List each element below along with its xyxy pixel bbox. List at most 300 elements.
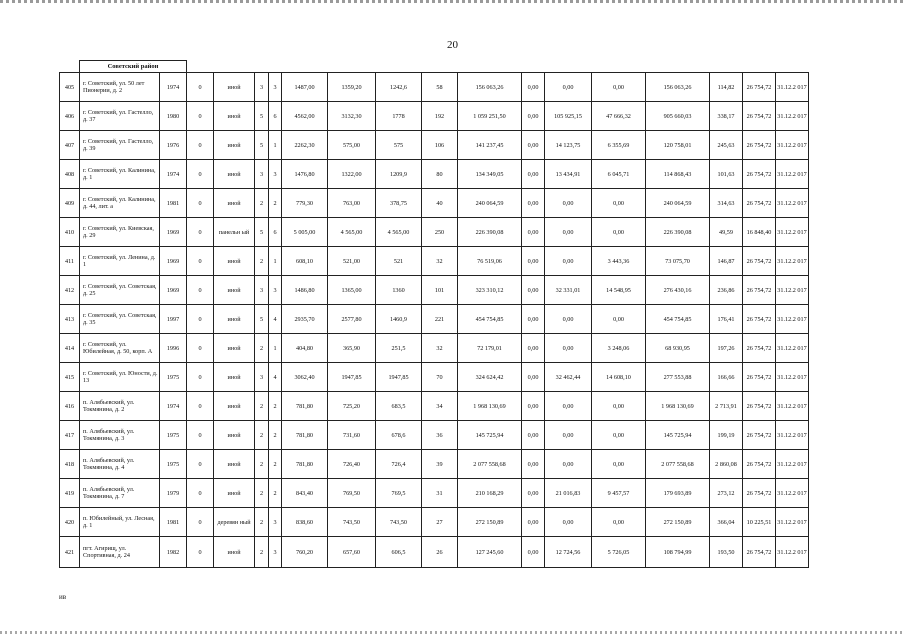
cell-row-number: 411 xyxy=(60,247,80,276)
table-row xyxy=(60,508,809,537)
cell-wall-material: иной xyxy=(214,73,255,102)
table-row xyxy=(60,305,809,334)
cell-cost-federal: 0,00 xyxy=(522,334,545,363)
cell-cost-owners: 145 725,94 xyxy=(646,421,710,450)
cell-premises-area: 521,00 xyxy=(328,247,376,276)
cell-entrances: 2 xyxy=(269,421,282,450)
cell-entrances: 1 xyxy=(269,334,282,363)
cell-build-year: 1981 xyxy=(160,508,187,537)
cell-cost-per-sqm: 273,12 xyxy=(710,479,743,508)
cell-wear-percent: 0 xyxy=(187,218,214,247)
cell-wear-percent: 0 xyxy=(187,102,214,131)
cell-completion-date: 31.12.2 017 xyxy=(776,276,809,305)
cell-total-cost: 454 754,85 xyxy=(458,305,522,334)
cell-premises-area: 763,00 xyxy=(328,189,376,218)
cell-premises-area: 726,40 xyxy=(328,450,376,479)
cell-completion-date: 31.12.2 017 xyxy=(776,450,809,479)
cell-cost-municipal: 47 666,32 xyxy=(592,102,646,131)
cell-cost-per-sqm: 236,86 xyxy=(710,276,743,305)
cell-cost-regional: 0,00 xyxy=(545,508,592,537)
cell-max-cost-per-sqm: 26 754,72 xyxy=(743,334,776,363)
cell-cost-owners: 120 758,01 xyxy=(646,131,710,160)
cell-residents: 36 xyxy=(422,421,458,450)
cell-cost-per-sqm: 197,26 xyxy=(710,334,743,363)
cell-max-cost-per-sqm: 26 754,72 xyxy=(743,305,776,334)
cell-cost-owners: 156 063,26 xyxy=(646,73,710,102)
cell-cost-municipal: 0,00 xyxy=(592,218,646,247)
cell-wall-material: иной xyxy=(214,160,255,189)
cell-max-cost-per-sqm: 26 754,72 xyxy=(743,189,776,218)
table-row xyxy=(60,479,809,508)
cell-premises-area: 4 565,00 xyxy=(328,218,376,247)
cell-wear-percent: 0 xyxy=(187,305,214,334)
cell-row-number: 420 xyxy=(60,508,80,537)
cell-row-number: 421 xyxy=(60,537,80,568)
table-row xyxy=(60,218,809,247)
cell-cost-per-sqm: 49,59 xyxy=(710,218,743,247)
cell-cost-owners: 277 553,88 xyxy=(646,363,710,392)
cell-residential-area: 1778 xyxy=(376,102,422,131)
cell-max-cost-per-sqm: 26 754,72 xyxy=(743,537,776,568)
cell-wear-percent: 0 xyxy=(187,276,214,305)
cell-total-area: 2935,70 xyxy=(282,305,328,334)
cell-completion-date: 31.12.2 017 xyxy=(776,218,809,247)
cell-residents: 34 xyxy=(422,392,458,421)
cell-total-area: 4562,00 xyxy=(282,102,328,131)
cell-residents: 32 xyxy=(422,334,458,363)
cell-total-cost: 76 519,06 xyxy=(458,247,522,276)
cell-completion-date: 31.12.2 017 xyxy=(776,537,809,568)
cell-build-year: 1974 xyxy=(160,73,187,102)
table-row xyxy=(60,131,809,160)
cell-entrances: 3 xyxy=(269,276,282,305)
cell-max-cost-per-sqm: 10 225,51 xyxy=(743,508,776,537)
cell-cost-municipal: 14 608,10 xyxy=(592,363,646,392)
cell-wall-material: иной xyxy=(214,537,255,568)
cell-floors: 2 xyxy=(255,537,269,568)
cell-residents: 40 xyxy=(422,189,458,218)
cell-max-cost-per-sqm: 26 754,72 xyxy=(743,392,776,421)
cell-cost-regional: 105 925,15 xyxy=(545,102,592,131)
cell-wall-material: иной xyxy=(214,363,255,392)
cell-cost-per-sqm: 193,50 xyxy=(710,537,743,568)
cell-wear-percent: 0 xyxy=(187,479,214,508)
cell-total-cost: 2 077 558,68 xyxy=(458,450,522,479)
cell-cost-regional: 14 123,75 xyxy=(545,131,592,160)
cell-cost-regional: 0,00 xyxy=(545,189,592,218)
cell-address: г. Советский, ул. 50 лет Пионерии, д. 2 xyxy=(80,73,160,102)
cell-total-cost: 127 245,60 xyxy=(458,537,522,568)
cell-max-cost-per-sqm: 26 754,72 xyxy=(743,421,776,450)
cell-build-year: 1974 xyxy=(160,392,187,421)
cell-entrances: 6 xyxy=(269,102,282,131)
cell-residential-area: 769,5 xyxy=(376,479,422,508)
cell-completion-date: 31.12.2 017 xyxy=(776,421,809,450)
cell-cost-federal: 0,00 xyxy=(522,160,545,189)
cell-row-number: 408 xyxy=(60,160,80,189)
cell-wear-percent: 0 xyxy=(187,363,214,392)
cell-completion-date: 31.12.2 017 xyxy=(776,102,809,131)
cell-cost-per-sqm: 101,63 xyxy=(710,160,743,189)
cell-build-year: 1969 xyxy=(160,276,187,305)
cell-row-number: 418 xyxy=(60,450,80,479)
cell-residents: 27 xyxy=(422,508,458,537)
cell-residential-area: 1360 xyxy=(376,276,422,305)
cell-row-number: 405 xyxy=(60,73,80,102)
cell-completion-date: 31.12.2 017 xyxy=(776,247,809,276)
cell-cost-per-sqm: 314,63 xyxy=(710,189,743,218)
cell-cost-per-sqm: 166,66 xyxy=(710,363,743,392)
cell-wall-material: иной xyxy=(214,421,255,450)
cell-wear-percent: 0 xyxy=(187,537,214,568)
cell-completion-date: 31.12.2 017 xyxy=(776,189,809,218)
cell-residential-area: 575 xyxy=(376,131,422,160)
table-row xyxy=(60,160,809,189)
cell-entrances: 3 xyxy=(269,508,282,537)
cell-address: п. Алябьевский, ул. Токмянина, д. 7 xyxy=(80,479,160,508)
cell-cost-federal: 0,00 xyxy=(522,247,545,276)
cell-total-area: 843,40 xyxy=(282,479,328,508)
cell-total-cost: 323 310,12 xyxy=(458,276,522,305)
cell-build-year: 1975 xyxy=(160,363,187,392)
cell-total-cost: 240 064,59 xyxy=(458,189,522,218)
cell-premises-area: 1365,00 xyxy=(328,276,376,305)
cell-cost-owners: 905 660,03 xyxy=(646,102,710,131)
cell-wall-material: иной xyxy=(214,479,255,508)
cell-address: г. Советский, ул. Советская, д. 25 xyxy=(80,276,160,305)
cell-premises-area: 1359,20 xyxy=(328,73,376,102)
cell-residents: 192 xyxy=(422,102,458,131)
cell-wall-material: панельн ый xyxy=(214,218,255,247)
cell-cost-municipal: 6 355,69 xyxy=(592,131,646,160)
cell-cost-federal: 0,00 xyxy=(522,479,545,508)
cell-wear-percent: 0 xyxy=(187,131,214,160)
cell-residential-area: 678,6 xyxy=(376,421,422,450)
cell-cost-municipal: 0,00 xyxy=(592,421,646,450)
cell-total-cost: 272 150,89 xyxy=(458,508,522,537)
cell-build-year: 1979 xyxy=(160,479,187,508)
cell-address: г. Советский, ул. Гастелло, д. 37 xyxy=(80,102,160,131)
cell-residents: 250 xyxy=(422,218,458,247)
cell-cost-municipal: 14 548,95 xyxy=(592,276,646,305)
cell-total-cost: 324 624,42 xyxy=(458,363,522,392)
cell-completion-date: 31.12.2 017 xyxy=(776,73,809,102)
cell-premises-area: 769,50 xyxy=(328,479,376,508)
cell-build-year: 1996 xyxy=(160,334,187,363)
cell-entrances: 3 xyxy=(269,73,282,102)
table-row xyxy=(60,392,809,421)
cell-residential-area: 521 xyxy=(376,247,422,276)
cell-cost-regional: 13 434,91 xyxy=(545,160,592,189)
scan-edge-top xyxy=(0,0,905,3)
table-row xyxy=(60,189,809,218)
cell-cost-municipal: 0,00 xyxy=(592,305,646,334)
cell-cost-federal: 0,00 xyxy=(522,131,545,160)
cell-entrances: 2 xyxy=(269,479,282,508)
cell-premises-area: 657,60 xyxy=(328,537,376,568)
cell-build-year: 1975 xyxy=(160,421,187,450)
cell-floors: 3 xyxy=(255,276,269,305)
cell-total-area: 1487,00 xyxy=(282,73,328,102)
cell-cost-regional: 0,00 xyxy=(545,421,592,450)
cell-total-area: 781,80 xyxy=(282,450,328,479)
cell-cost-owners: 108 794,99 xyxy=(646,537,710,568)
district-header-row xyxy=(60,61,809,73)
cell-residential-area: 4 565,00 xyxy=(376,218,422,247)
cell-row-number: 419 xyxy=(60,479,80,508)
cell-cost-municipal: 0,00 xyxy=(592,73,646,102)
cell-cost-federal: 0,00 xyxy=(522,537,545,568)
cell-cost-municipal: 0,00 xyxy=(592,392,646,421)
cell-entrances: 2 xyxy=(269,189,282,218)
table-row xyxy=(60,363,809,392)
cell-max-cost-per-sqm: 16 848,40 xyxy=(743,218,776,247)
cell-wall-material: иной xyxy=(214,247,255,276)
cell-cost-owners: 179 693,89 xyxy=(646,479,710,508)
cell-wall-material: иной xyxy=(214,334,255,363)
cell-total-area: 781,80 xyxy=(282,421,328,450)
cell-floors: 2 xyxy=(255,189,269,218)
cell-residential-area: 726,4 xyxy=(376,450,422,479)
cell-wall-material: деревян ный xyxy=(214,508,255,537)
cell-cost-federal: 0,00 xyxy=(522,73,545,102)
cell-total-area: 608,10 xyxy=(282,247,328,276)
cell-floors: 3 xyxy=(255,160,269,189)
cell-max-cost-per-sqm: 26 754,72 xyxy=(743,247,776,276)
cell-wear-percent: 0 xyxy=(187,160,214,189)
cell-total-cost: 134 349,05 xyxy=(458,160,522,189)
cell-address: г. Советский, ул. Киевская, д. 29 xyxy=(80,218,160,247)
cell-residents: 32 xyxy=(422,247,458,276)
cell-address: п. Алябьевский, ул. Токмянина, д. 3 xyxy=(80,421,160,450)
cell-residential-area: 606,5 xyxy=(376,537,422,568)
cell-total-area: 3062,40 xyxy=(282,363,328,392)
cell-total-area: 760,20 xyxy=(282,537,328,568)
cell-premises-area: 575,00 xyxy=(328,131,376,160)
cell-row-number: 410 xyxy=(60,218,80,247)
cell-residential-area: 1209,9 xyxy=(376,160,422,189)
cell-floors: 3 xyxy=(255,73,269,102)
cell-cost-owners: 68 930,95 xyxy=(646,334,710,363)
cell-total-area: 2262,30 xyxy=(282,131,328,160)
cell-completion-date: 31.12.2 017 xyxy=(776,392,809,421)
cell-wall-material: иной xyxy=(214,102,255,131)
cell-total-cost: 226 390,08 xyxy=(458,218,522,247)
table-row xyxy=(60,334,809,363)
cell-completion-date: 31.12.2 017 xyxy=(776,479,809,508)
cell-wall-material: иной xyxy=(214,392,255,421)
cell-cost-owners: 240 064,59 xyxy=(646,189,710,218)
cell-floors: 5 xyxy=(255,131,269,160)
cell-cost-municipal: 0,00 xyxy=(592,508,646,537)
cell-cost-regional: 21 016,83 xyxy=(545,479,592,508)
cell-cost-federal: 0,00 xyxy=(522,102,545,131)
cell-build-year: 1976 xyxy=(160,131,187,160)
cell-max-cost-per-sqm: 26 754,72 xyxy=(743,450,776,479)
cell-wear-percent: 0 xyxy=(187,392,214,421)
cell-entrances: 2 xyxy=(269,450,282,479)
cell-premises-area: 1947,85 xyxy=(328,363,376,392)
cell-address: г. Советский, ул. Советская, д. 35 xyxy=(80,305,160,334)
cell-max-cost-per-sqm: 26 754,72 xyxy=(743,276,776,305)
table-row xyxy=(60,276,809,305)
cell-total-cost: 72 179,01 xyxy=(458,334,522,363)
cell-residents: 106 xyxy=(422,131,458,160)
cell-total-area: 838,60 xyxy=(282,508,328,537)
district-label: Советский район xyxy=(80,61,187,73)
cell-premises-area: 743,50 xyxy=(328,508,376,537)
cell-address: г. Советский, ул. Юности, д. 13 xyxy=(80,363,160,392)
cell-entrances: 3 xyxy=(269,160,282,189)
cell-address: г. Советский, ул. Калинина, д. 44, лит. а xyxy=(80,189,160,218)
cell-total-area: 1486,80 xyxy=(282,276,328,305)
table-row xyxy=(60,450,809,479)
cell-row-number: 417 xyxy=(60,421,80,450)
cell-residential-area: 251,5 xyxy=(376,334,422,363)
cell-entrances: 3 xyxy=(269,537,282,568)
cell-cost-municipal: 0,00 xyxy=(592,189,646,218)
cell-row-number: 412 xyxy=(60,276,80,305)
cell-floors: 2 xyxy=(255,392,269,421)
table-row xyxy=(60,421,809,450)
cell-cost-federal: 0,00 xyxy=(522,508,545,537)
cell-residential-area: 743,50 xyxy=(376,508,422,537)
cell-cost-owners: 276 430,16 xyxy=(646,276,710,305)
cell-total-cost: 156 063,26 xyxy=(458,73,522,102)
cell-max-cost-per-sqm: 26 754,72 xyxy=(743,363,776,392)
cell-row-number: 406 xyxy=(60,102,80,131)
cell-cost-regional: 0,00 xyxy=(545,334,592,363)
cell-total-cost: 1 059 251,50 xyxy=(458,102,522,131)
cell-max-cost-per-sqm: 26 754,72 xyxy=(743,73,776,102)
cell-wall-material: иной xyxy=(214,305,255,334)
cell-address: пгт. Агирищ, ул. Спортивная, д. 24 xyxy=(80,537,160,568)
cell-floors: 2 xyxy=(255,450,269,479)
cell-max-cost-per-sqm: 26 754,72 xyxy=(743,479,776,508)
scan-edge-bottom xyxy=(0,631,905,634)
table-row xyxy=(60,247,809,276)
cell-total-cost: 145 725,94 xyxy=(458,421,522,450)
cell-cost-federal: 0,00 xyxy=(522,218,545,247)
cell-build-year: 1981 xyxy=(160,189,187,218)
cell-cost-municipal: 3 248,06 xyxy=(592,334,646,363)
cell-row-number: 409 xyxy=(60,189,80,218)
cell-cost-owners: 226 390,08 xyxy=(646,218,710,247)
cell-row-number: 415 xyxy=(60,363,80,392)
cell-premises-area: 1322,00 xyxy=(328,160,376,189)
cell-cost-per-sqm: 245,63 xyxy=(710,131,743,160)
cell-completion-date: 31.12.2 017 xyxy=(776,363,809,392)
cell-residents: 31 xyxy=(422,479,458,508)
cell-completion-date: 31.12.2 017 xyxy=(776,160,809,189)
cell-total-cost: 141 237,45 xyxy=(458,131,522,160)
cell-wear-percent: 0 xyxy=(187,421,214,450)
cell-residents: 70 xyxy=(422,363,458,392)
cell-residents: 39 xyxy=(422,450,458,479)
housing-register-table xyxy=(59,60,809,568)
cell-cost-per-sqm: 176,41 xyxy=(710,305,743,334)
cell-wear-percent: 0 xyxy=(187,247,214,276)
cell-floors: 5 xyxy=(255,102,269,131)
cell-wear-percent: 0 xyxy=(187,508,214,537)
page-number: 20 xyxy=(447,39,458,51)
cell-wear-percent: 0 xyxy=(187,73,214,102)
cell-cost-per-sqm: 199,19 xyxy=(710,421,743,450)
cell-max-cost-per-sqm: 26 754,72 xyxy=(743,102,776,131)
cell-cost-regional: 0,00 xyxy=(545,305,592,334)
cell-cost-owners: 272 150,89 xyxy=(646,508,710,537)
cell-row-number: 414 xyxy=(60,334,80,363)
cell-floors: 5 xyxy=(255,218,269,247)
cell-residential-area: 683,5 xyxy=(376,392,422,421)
cell-premises-area: 731,60 xyxy=(328,421,376,450)
cell-build-year: 1980 xyxy=(160,102,187,131)
cell-total-area: 779,30 xyxy=(282,189,328,218)
cell-cost-per-sqm: 338,17 xyxy=(710,102,743,131)
cell-total-cost: 210 168,29 xyxy=(458,479,522,508)
cell-entrances: 4 xyxy=(269,305,282,334)
cell-cost-owners: 2 077 558,68 xyxy=(646,450,710,479)
cell-address: г. Советский, ул. Калинина, д. 1 xyxy=(80,160,160,189)
table-row xyxy=(60,537,809,568)
cell-total-cost: 1 968 130,69 xyxy=(458,392,522,421)
cell-cost-owners: 114 868,43 xyxy=(646,160,710,189)
cell-wall-material: иной xyxy=(214,189,255,218)
cell-build-year: 1982 xyxy=(160,537,187,568)
cell-row-number: 407 xyxy=(60,131,80,160)
cell-cost-municipal: 9 457,57 xyxy=(592,479,646,508)
table-row xyxy=(60,73,809,102)
cell-residents: 101 xyxy=(422,276,458,305)
cell-cost-regional: 0,00 xyxy=(545,450,592,479)
cell-cost-per-sqm: 146,87 xyxy=(710,247,743,276)
cell-cost-regional: 0,00 xyxy=(545,392,592,421)
cell-entrances: 1 xyxy=(269,247,282,276)
cell-cost-regional: 0,00 xyxy=(545,218,592,247)
cell-cost-federal: 0,00 xyxy=(522,276,545,305)
cell-floors: 2 xyxy=(255,247,269,276)
cell-address: г. Советский, ул. Ленина, д. 1 xyxy=(80,247,160,276)
cell-completion-date: 31.12.2 017 xyxy=(776,305,809,334)
cell-entrances: 6 xyxy=(269,218,282,247)
cell-build-year: 1969 xyxy=(160,218,187,247)
footer-mark: ив xyxy=(59,593,67,601)
cell-row-number: 413 xyxy=(60,305,80,334)
cell-build-year: 1975 xyxy=(160,450,187,479)
cell-floors: 2 xyxy=(255,508,269,537)
cell-residential-area: 1460,9 xyxy=(376,305,422,334)
cell-cost-per-sqm: 366,04 xyxy=(710,508,743,537)
cell-total-area: 781,80 xyxy=(282,392,328,421)
cell-max-cost-per-sqm: 26 754,72 xyxy=(743,160,776,189)
cell-wall-material: иной xyxy=(214,131,255,160)
cell-total-area: 1476,80 xyxy=(282,160,328,189)
cell-premises-area: 2577,80 xyxy=(328,305,376,334)
cell-completion-date: 31.12.2 017 xyxy=(776,334,809,363)
cell-cost-federal: 0,00 xyxy=(522,305,545,334)
cell-residents: 26 xyxy=(422,537,458,568)
cell-residential-area: 1242,6 xyxy=(376,73,422,102)
cell-cost-owners: 1 968 130,69 xyxy=(646,392,710,421)
cell-floors: 2 xyxy=(255,421,269,450)
cell-cost-regional: 32 331,01 xyxy=(545,276,592,305)
cell-residential-area: 378,75 xyxy=(376,189,422,218)
cell-residents: 80 xyxy=(422,160,458,189)
cell-cost-federal: 0,00 xyxy=(522,450,545,479)
cell-cost-per-sqm: 114,82 xyxy=(710,73,743,102)
cell-cost-owners: 73 075,70 xyxy=(646,247,710,276)
cell-total-area: 5 005,00 xyxy=(282,218,328,247)
